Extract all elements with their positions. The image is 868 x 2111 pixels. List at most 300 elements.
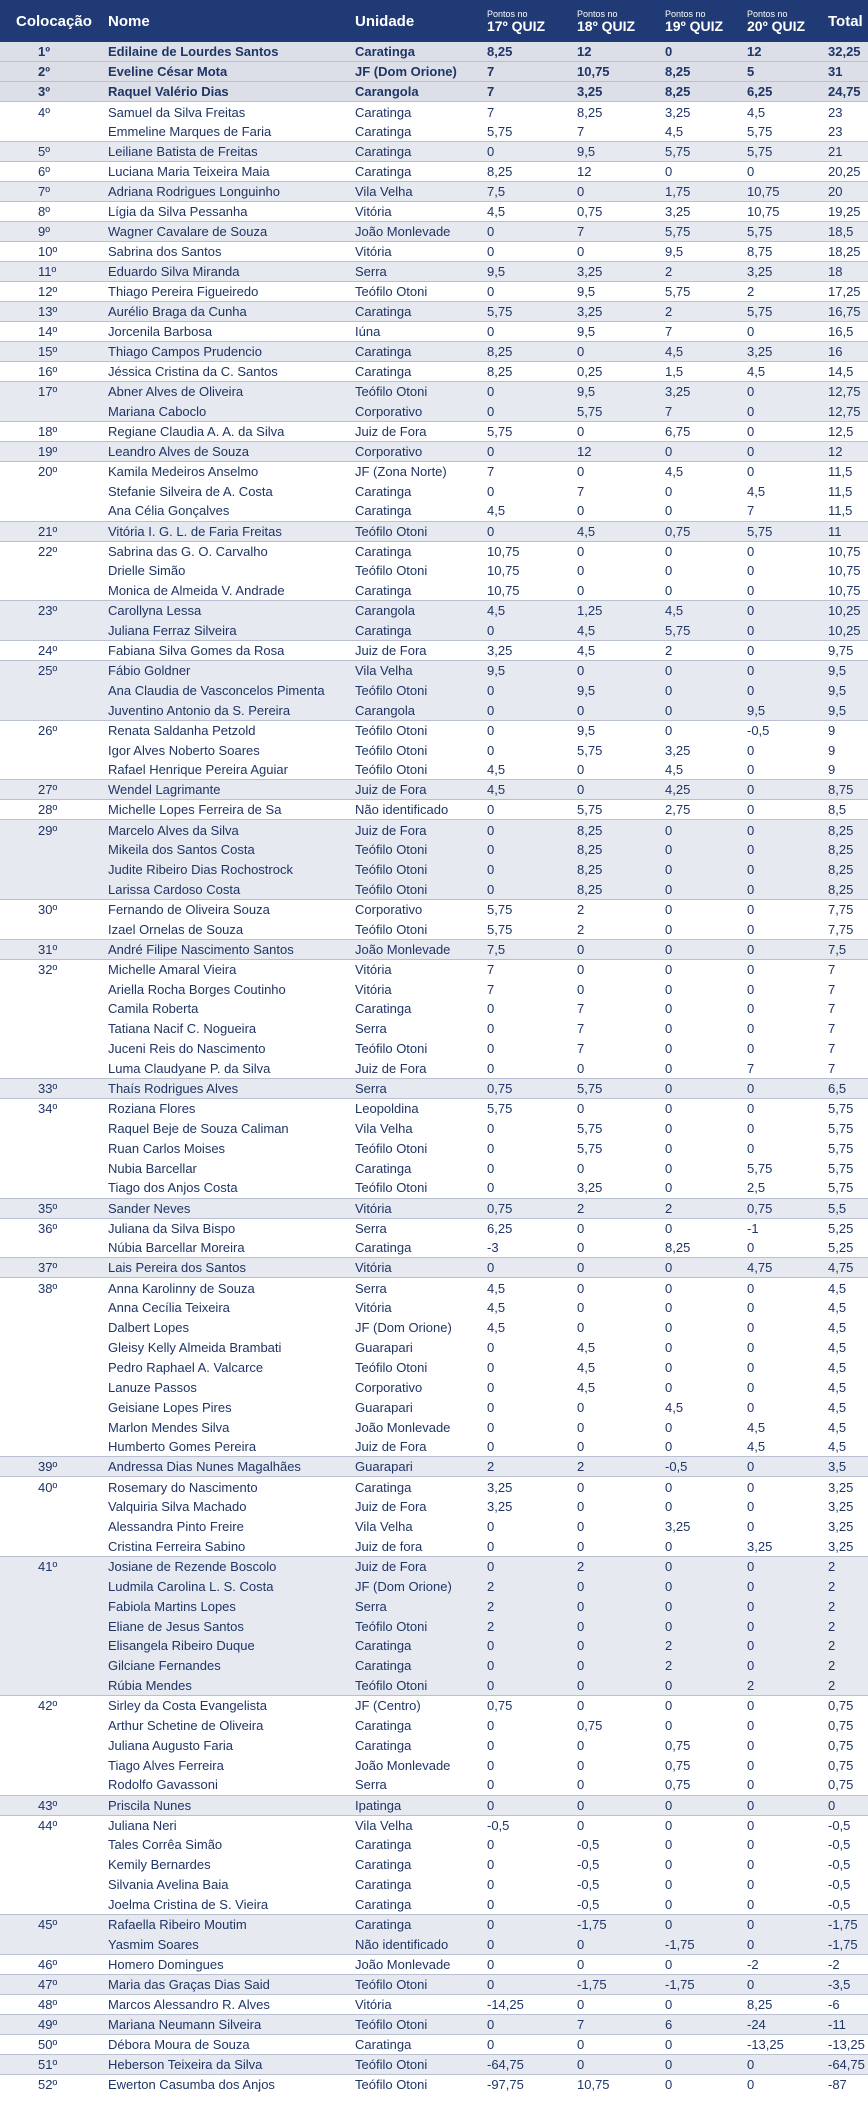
rank-cell: 29º — [0, 820, 108, 840]
q20-cell: 4,5 — [747, 1419, 766, 1435]
q19-cell: -1,75 — [665, 1974, 747, 1994]
q17-cell: 7 — [487, 959, 577, 979]
name-cell: Pedro Raphael A. Valcarce — [108, 1359, 264, 1375]
q19-cell: 0 — [665, 1021, 673, 1037]
name-cell: Izael Ornelas de Souza — [108, 921, 244, 937]
q18-cell: 9,5 — [577, 382, 665, 402]
total-cell: 11,5 — [828, 483, 853, 499]
total-cell: 8,5 — [828, 800, 868, 820]
name-cell: Raquel Valério Dias — [108, 82, 355, 102]
q17-cell: -0,5 — [487, 1815, 577, 1835]
q17-cell: 0 — [487, 1519, 495, 1535]
table-row — [0, 1238, 868, 1258]
unit-cell: Carangola — [355, 601, 487, 621]
header-quiz18 — [577, 0, 665, 42]
unit-cell: Caratinga — [355, 342, 487, 362]
q19-cell: 2 — [665, 641, 747, 661]
q17-cell: 0 — [487, 880, 577, 900]
q20-cell: 0,75 — [747, 1198, 828, 1218]
name-cell: Sirley da Costa Evangelista — [108, 1696, 355, 1716]
q18-cell: 7 — [577, 1001, 585, 1017]
name-cell: Ludmila Carolina L. S. Costa — [108, 1576, 355, 1596]
unit-cell: Serra — [355, 1777, 387, 1793]
table-row — [0, 561, 868, 581]
rank-cell: 45º — [0, 1915, 108, 1935]
total-cell: -0,5 — [828, 1877, 851, 1893]
table-row — [0, 680, 868, 700]
q19-cell: 0 — [665, 2074, 747, 2094]
table-row — [0, 1954, 868, 1974]
q20-cell: 3,25 — [747, 262, 828, 282]
q20-cell: -24 — [747, 2014, 828, 2034]
q17-cell: 0 — [487, 1160, 495, 1176]
q17-cell: 0 — [487, 441, 577, 461]
q19-cell: 3,25 — [665, 102, 747, 122]
q18-cell: 4,5 — [577, 1339, 596, 1355]
q18-cell: 8,25 — [577, 840, 665, 860]
rank-cell: 52º — [0, 2074, 108, 2094]
rank-cell — [0, 561, 108, 581]
total-cell: 7 — [828, 1021, 836, 1037]
q18-cell: 8,25 — [577, 860, 665, 880]
q19-cell: 0 — [665, 503, 673, 519]
q19-cell: 6,75 — [665, 421, 747, 441]
total-cell: -1,75 — [828, 1915, 868, 1935]
name-cell: Mariana Caboclo — [108, 402, 355, 422]
total-cell: 2 — [828, 1616, 868, 1636]
total-cell: 2 — [828, 1656, 868, 1676]
name-cell: Joelma Cristina de S. Vieira — [108, 1896, 269, 1912]
table-row — [0, 441, 868, 461]
q19-cell: 0 — [665, 1696, 747, 1716]
name-cell: Monica de Almeida V. Andrade — [108, 583, 285, 599]
total-cell: 9,75 — [828, 641, 868, 661]
total-cell: 19,25 — [828, 202, 868, 222]
total-cell: 3,25 — [828, 1519, 854, 1535]
q17-cell: 8,25 — [487, 42, 577, 62]
table-row — [0, 820, 868, 840]
table-row — [0, 1994, 868, 2014]
total-cell: 18,5 — [828, 222, 868, 242]
q17-cell: 0,75 — [487, 1079, 577, 1099]
unit-cell: Teófilo Otoni — [355, 1180, 428, 1196]
q17-cell: 10,75 — [487, 563, 520, 579]
name-cell: Juceni Reis do Nascimento — [108, 1041, 266, 1057]
name-cell: Thiago Campos Prudencio — [108, 342, 355, 362]
q20-cell: 10,75 — [747, 182, 828, 202]
rank-cell — [0, 1596, 108, 1616]
name-cell: Nubia Barcellar — [108, 1160, 197, 1176]
q18-cell: 0 — [577, 1636, 665, 1656]
table-row — [0, 1775, 868, 1795]
q19-cell: 8,25 — [665, 1240, 691, 1256]
total-cell: 4,5 — [828, 1300, 847, 1316]
total-cell: 7,75 — [828, 921, 854, 937]
total-cell: 4,5 — [828, 1278, 868, 1298]
total-cell: -0,5 — [828, 1857, 851, 1873]
q18-cell: 2 — [577, 1198, 665, 1218]
q19-cell: 0 — [665, 1896, 673, 1912]
table-row — [0, 362, 868, 382]
q18-cell: 0 — [577, 1278, 665, 1298]
total-cell: 8,25 — [828, 840, 868, 860]
q18-cell: 0 — [577, 1060, 585, 1076]
total-cell: 0,75 — [828, 1757, 854, 1773]
q20-cell: 0 — [747, 1656, 828, 1676]
q17-cell: 4,5 — [487, 1320, 506, 1336]
name-cell: Samuel da Silva Freitas — [108, 102, 355, 122]
total-cell: 21 — [828, 142, 868, 162]
q19-cell: 1,5 — [665, 362, 747, 382]
q18-cell: 0 — [577, 541, 665, 561]
q20-cell: 0 — [747, 1934, 828, 1954]
name-cell: Abner Alves de Oliveira — [108, 382, 355, 402]
table-row — [0, 1537, 868, 1557]
q17-cell: 9,5 — [487, 262, 577, 282]
unit-cell: Caratinga — [355, 2034, 487, 2054]
name-cell: Fábio Goldner — [108, 661, 355, 681]
q20-cell: 0 — [747, 959, 828, 979]
total-cell: 10,25 — [828, 621, 868, 641]
rank-cell — [0, 1377, 108, 1397]
name-cell: Leiliane Batista de Freitas — [108, 142, 355, 162]
table-row — [0, 382, 868, 402]
table-row — [0, 959, 868, 979]
q17-cell: 4,5 — [487, 1300, 506, 1316]
unit-cell: Serra — [355, 262, 487, 282]
table-row — [0, 860, 868, 880]
q19-cell: 1,75 — [665, 182, 747, 202]
q17-cell: 0 — [487, 1795, 577, 1815]
total-cell: -0,5 — [828, 1896, 851, 1912]
q18-cell: 0 — [577, 1218, 665, 1238]
q20-cell: 0 — [747, 1576, 828, 1596]
rank-cell: 18º — [0, 421, 108, 441]
name-cell: Vitória I. G. L. de Faria Freitas — [108, 521, 355, 541]
q19-cell: 4,5 — [665, 342, 747, 362]
q20-cell: 2,5 — [747, 1180, 766, 1196]
rank-cell: 34º — [0, 1099, 108, 1119]
unit-cell: Caratinga — [355, 1001, 412, 1017]
name-cell: Ariella Rocha Borges Coutinho — [108, 981, 286, 997]
q19-cell: 8,25 — [665, 82, 747, 102]
table-row — [0, 262, 868, 282]
q20-cell: 4,5 — [747, 483, 766, 499]
name-cell: Camila Roberta — [108, 1001, 199, 1017]
name-cell: Stefanie Silveira de A. Costa — [108, 483, 273, 499]
total-cell: 7 — [828, 981, 836, 997]
table-row — [0, 919, 868, 939]
q20-cell: 0 — [747, 2074, 828, 2094]
total-cell: 7 — [828, 959, 868, 979]
q18-cell: 0 — [577, 1696, 665, 1716]
rank-cell — [0, 880, 108, 900]
rank-cell: 7º — [0, 182, 108, 202]
q18-cell: 4,5 — [577, 521, 665, 541]
rank-cell: 16º — [0, 362, 108, 382]
total-cell: 5,5 — [828, 1198, 868, 1218]
q20-cell: 3,25 — [747, 342, 828, 362]
table-row — [0, 1397, 868, 1417]
unit-cell: Guarapari — [355, 1399, 413, 1415]
total-cell: 16,5 — [828, 322, 868, 342]
rank-cell — [0, 1039, 108, 1059]
q17-cell: -14,25 — [487, 1994, 577, 2014]
q20-cell: 0 — [747, 1457, 828, 1477]
q19-cell: 0 — [665, 1218, 747, 1238]
unit-cell: Juiz de Fora — [355, 1060, 427, 1076]
rank-cell: 2º — [0, 62, 108, 82]
rank-cell — [0, 700, 108, 720]
q17-cell: 0 — [487, 1556, 577, 1576]
q19-cell: 3,25 — [665, 382, 747, 402]
q17-cell: 0 — [487, 1439, 495, 1455]
table-row — [0, 661, 868, 681]
rank-cell — [0, 481, 108, 501]
q20-cell: 5,75 — [747, 142, 828, 162]
total-cell: 7,5 — [828, 939, 868, 959]
q19-cell: 0 — [665, 921, 673, 937]
name-cell: Andressa Dias Nunes Magalhães — [108, 1457, 355, 1477]
q19-cell: 0 — [665, 880, 747, 900]
rank-cell — [0, 1755, 108, 1775]
rank-cell: 21º — [0, 521, 108, 541]
rank-cell: 17º — [0, 382, 108, 402]
q19-cell: 0 — [665, 563, 673, 579]
q18-cell: 0 — [577, 1538, 585, 1554]
q17-cell: 7 — [487, 62, 577, 82]
q17-cell: 0 — [487, 1857, 495, 1873]
q20-cell: 0 — [747, 1717, 755, 1733]
total-cell: -64,75 — [828, 2054, 868, 2074]
header-colocacao: Colocação — [16, 12, 92, 30]
unit-cell: Vitória — [355, 1994, 487, 2014]
unit-cell: Teófilo Otoni — [355, 563, 428, 579]
q20-cell: 0 — [747, 601, 828, 621]
table-row — [0, 162, 868, 182]
q17-cell: 0,75 — [487, 1696, 577, 1716]
q18-cell: 9,5 — [577, 680, 665, 700]
table-row — [0, 1417, 868, 1437]
q19-cell: 0 — [665, 1079, 747, 1099]
total-cell: 2 — [828, 1556, 868, 1576]
q18-cell: 7 — [577, 123, 585, 139]
rank-cell — [0, 1537, 108, 1557]
q19-cell: 0 — [665, 1538, 673, 1554]
q17-cell: 0,75 — [487, 1198, 577, 1218]
rank-cell: 31º — [0, 939, 108, 959]
rank-cell: 37º — [0, 1258, 108, 1278]
total-cell: 4,5 — [828, 1359, 847, 1375]
q19-cell: 0 — [665, 1419, 673, 1435]
q19-cell: 0 — [665, 1001, 673, 1017]
q19-cell: 0 — [665, 1877, 673, 1893]
unit-cell: Caratinga — [355, 42, 487, 62]
table-row — [0, 1915, 868, 1935]
q19-cell: 0 — [665, 42, 747, 62]
q20-cell: 0 — [747, 1737, 755, 1753]
unit-cell: Teófilo Otoni — [355, 742, 428, 758]
name-cell: Yasmim Soares — [108, 1934, 355, 1954]
q17-cell: 5,75 — [487, 899, 577, 919]
unit-cell: Guarapari — [355, 1339, 413, 1355]
rank-cell: 13º — [0, 302, 108, 322]
rank-cell — [0, 122, 108, 142]
q18-cell: 0 — [577, 1596, 665, 1616]
q17-cell: 8,25 — [487, 362, 577, 382]
q20-cell: 5,75 — [747, 521, 828, 541]
table-row — [0, 780, 868, 800]
q20-cell: 0 — [747, 1300, 755, 1316]
rank-cell: 5º — [0, 142, 108, 162]
total-cell: 8,25 — [828, 860, 868, 880]
table-row — [0, 521, 868, 541]
total-cell: 3,25 — [828, 1499, 854, 1515]
rank-cell — [0, 860, 108, 880]
rank-cell: 26º — [0, 720, 108, 740]
q17-cell: 0 — [487, 680, 577, 700]
table-row — [0, 1875, 868, 1895]
unit-cell: Juiz de Fora — [355, 820, 487, 840]
q18-cell: 0 — [577, 1160, 585, 1176]
unit-cell: Vila Velha — [355, 182, 487, 202]
total-cell: -87 — [828, 2074, 868, 2094]
q17-cell: 0 — [487, 1954, 577, 1974]
unit-cell: Vitória — [355, 202, 487, 222]
q17-cell: 0 — [487, 1676, 577, 1696]
header-quiz19 — [665, 0, 747, 42]
unit-cell: Iúna — [355, 322, 487, 342]
q18-cell: 0 — [577, 242, 665, 262]
q19-cell: 0 — [665, 1954, 747, 1974]
q18-cell: 7 — [577, 2014, 665, 2034]
q17-cell: 5,75 — [487, 123, 513, 139]
q20-cell: 4,5 — [747, 102, 828, 122]
q18-cell: 0 — [577, 1994, 665, 2014]
q19-cell: -0,5 — [665, 1457, 747, 1477]
total-cell: -0,5 — [828, 1815, 868, 1835]
rank-cell — [0, 1576, 108, 1596]
total-cell: -0,5 — [828, 1837, 851, 1853]
q19-cell: 4,5 — [665, 123, 684, 139]
rank-cell: 32º — [0, 959, 108, 979]
name-cell: Arthur Schetine de Oliveira — [108, 1717, 264, 1733]
rank-cell: 8º — [0, 202, 108, 222]
rank-cell — [0, 1875, 108, 1895]
q19-cell: 0 — [665, 1379, 673, 1395]
rank-cell — [0, 740, 108, 760]
q18-cell: 0,75 — [577, 202, 665, 222]
rank-cell — [0, 1437, 108, 1457]
total-cell: 3,5 — [828, 1457, 868, 1477]
rank-cell: 4º — [0, 102, 108, 122]
table-row — [0, 322, 868, 342]
total-cell: 20,25 — [828, 162, 868, 182]
total-cell: 12,75 — [828, 402, 868, 422]
q20-cell: 2 — [747, 282, 828, 302]
unit-cell: Serra — [355, 1218, 487, 1238]
q20-cell: 0 — [747, 1320, 755, 1336]
total-cell: 11 — [828, 521, 868, 541]
q17-cell: 4,5 — [487, 503, 506, 519]
rank-cell — [0, 1656, 108, 1676]
q18-cell: 0 — [577, 2034, 665, 2054]
rank-cell — [0, 1716, 108, 1736]
q17-cell: 0 — [487, 742, 495, 758]
q18-cell: 4,5 — [577, 641, 665, 661]
q20-cell: 0 — [747, 899, 828, 919]
table-row — [0, 1576, 868, 1596]
q20-cell: 0 — [747, 661, 828, 681]
name-cell: Valquiria Silva Machado — [108, 1499, 247, 1515]
unit-cell: Teófilo Otoni — [355, 680, 487, 700]
rank-cell: 36º — [0, 1218, 108, 1238]
rank-cell: 42º — [0, 1696, 108, 1716]
q17-cell: 0 — [487, 1757, 495, 1773]
rank-cell: 43º — [0, 1795, 108, 1815]
q19-cell: 3,25 — [665, 1519, 691, 1535]
unit-cell: Caratinga — [355, 1896, 412, 1912]
rank-cell: 19º — [0, 441, 108, 461]
table-row — [0, 939, 868, 959]
name-cell: Homero Domingues — [108, 1954, 355, 1974]
rank-cell — [0, 621, 108, 641]
unit-cell: Teófilo Otoni — [355, 1616, 487, 1636]
q18-cell: -0,5 — [577, 1837, 600, 1853]
unit-cell: Teófilo Otoni — [355, 282, 487, 302]
rank-cell — [0, 999, 108, 1019]
total-cell: 10,75 — [828, 583, 861, 599]
q17-cell: 3,25 — [487, 1477, 577, 1497]
rank-cell: 39º — [0, 1457, 108, 1477]
q17-cell: 0 — [487, 1974, 577, 1994]
unit-cell: Teófilo Otoni — [355, 762, 428, 778]
total-cell: 9,5 — [828, 700, 868, 720]
q19-cell: 0 — [665, 583, 673, 599]
header-pontos-no: Pontos no — [487, 8, 528, 19]
unit-cell: Corporativo — [355, 402, 487, 422]
q17-cell: 0 — [487, 1021, 495, 1037]
total-cell: -6 — [828, 1994, 868, 2014]
total-cell: 4,75 — [828, 1258, 868, 1278]
name-cell: Silvania Avelina Baia — [108, 1877, 229, 1893]
total-cell: 11,5 — [828, 503, 853, 519]
unit-cell: Caratinga — [355, 162, 487, 182]
name-cell: Juliana Ferraz Silveira — [108, 621, 355, 641]
q18-cell: 0 — [577, 583, 585, 599]
total-cell: 9,5 — [828, 680, 868, 700]
table-row — [0, 1477, 868, 1497]
name-cell: Alessandra Pinto Freire — [108, 1519, 244, 1535]
table-row — [0, 1258, 868, 1278]
q20-cell: 0 — [747, 1896, 755, 1912]
name-cell: Lanuze Passos — [108, 1379, 197, 1395]
rank-cell — [0, 1357, 108, 1377]
unit-cell: Teófilo Otoni — [355, 860, 487, 880]
rank-cell — [0, 1298, 108, 1318]
q20-cell: 0 — [747, 1974, 828, 1994]
q17-cell: 0 — [487, 1837, 495, 1853]
q19-cell: 0 — [665, 441, 747, 461]
q19-cell: 0 — [665, 1596, 747, 1616]
table-row — [0, 1338, 868, 1358]
name-cell: Rosemary do Nascimento — [108, 1477, 355, 1497]
table-row — [0, 402, 868, 422]
q19-cell: 0 — [665, 1180, 673, 1196]
q19-cell: 0 — [665, 162, 747, 182]
q20-cell: 0 — [747, 762, 755, 778]
q20-cell: 0 — [747, 1857, 755, 1873]
